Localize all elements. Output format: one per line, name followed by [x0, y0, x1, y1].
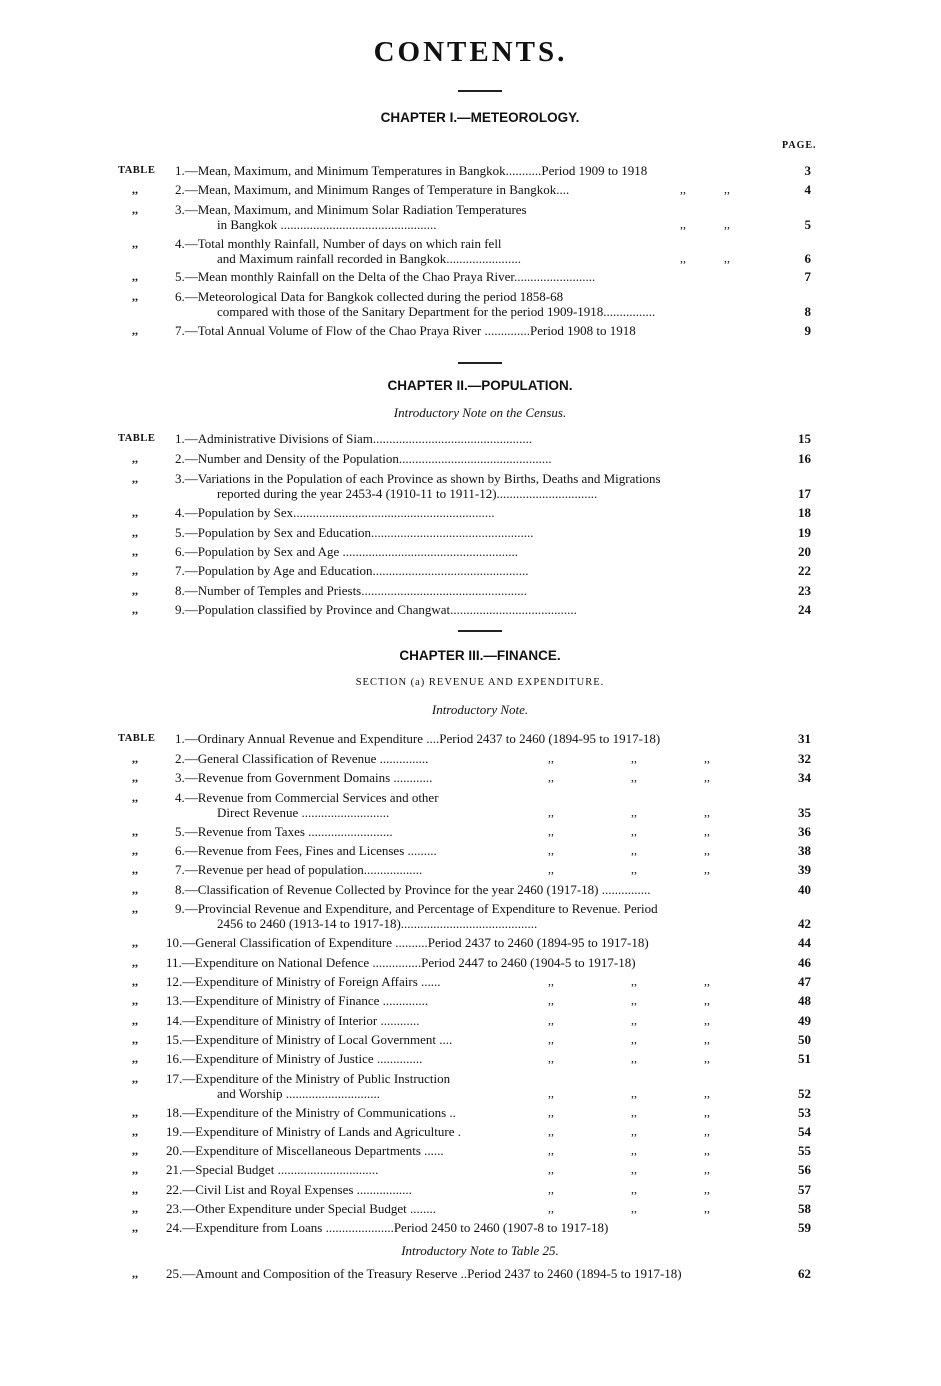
entry-title: 7.—Total Annual Volume of Flow of the Chao Praya River ..............Period 1908 to 1918	[175, 323, 636, 338]
page-number: 44	[798, 935, 811, 950]
table-25-note: Introductory Note to Table 25.	[401, 1243, 559, 1258]
entry-title: 11.—Expenditure on National Defence ...............Period 2447 to 2460 (1904-5 to 1917-18)	[166, 955, 636, 970]
page-number: 59	[798, 1220, 811, 1235]
ditto-mark: ,,	[132, 563, 138, 577]
ditto-column-mark: ,,	[704, 1143, 710, 1157]
entry-title: 16.—Expenditure of Ministry of Justice ..............	[166, 1051, 423, 1066]
entry-title-continued: and Worship .............................	[217, 1086, 381, 1101]
entry-title: 1.—Administrative Divisions of Siam.................................................	[175, 431, 533, 446]
page-number: 24	[798, 602, 811, 617]
entry-title: 14.—Expenditure of Ministry of Interior ............	[166, 1013, 420, 1028]
ditto-mark: ,,	[132, 974, 138, 988]
entry-title: 3.—Revenue from Government Domains ............	[175, 770, 433, 785]
table-label: TABLE	[118, 165, 156, 176]
page-number: 38	[798, 843, 811, 858]
page-number: 47	[798, 974, 811, 989]
entry-title-continued: and Maximum rainfall recorded in Bangkok.......................	[217, 251, 521, 266]
entry-title-continued: reported during the year 2453-4 (1910-11 to 1911-12)...............................	[217, 486, 598, 501]
entry-title: 7.—Revenue per head of population..................	[175, 862, 423, 877]
ditto-column-mark: ,,	[548, 974, 554, 988]
ditto-column-mark: ,,	[631, 974, 637, 988]
page-number: 55	[798, 1143, 811, 1158]
page-number: 40	[798, 882, 811, 897]
page-number: 20	[798, 544, 811, 559]
page-number: 31	[798, 731, 811, 746]
chapter-rule	[458, 362, 502, 364]
page-number: 56	[798, 1162, 811, 1177]
ditto-column-mark: ,,	[704, 805, 710, 819]
entry-title: 20.—Expenditure of Miscellaneous Departments ......	[166, 1143, 444, 1158]
entry-title: 4.—Population by Sex..............................................................	[175, 505, 495, 520]
ditto-mark: ,,	[132, 1124, 138, 1138]
page-number: 50	[798, 1032, 811, 1047]
ditto-column-mark: ,,	[548, 1143, 554, 1157]
ditto-column-mark: ,,	[704, 843, 710, 857]
ditto-mark: ,,	[132, 182, 138, 196]
entry-title: 12.—Expenditure of Ministry of Foreign Affairs ......	[166, 974, 441, 989]
page-number: 34	[798, 770, 811, 785]
ditto-column-mark: ,,	[631, 1086, 637, 1100]
ditto-column-mark: ,,	[704, 1032, 710, 1046]
ditto-column-mark: ,,	[680, 251, 686, 265]
page-number: 17	[798, 486, 811, 501]
page-number: 36	[798, 824, 811, 839]
page-number: 62	[798, 1266, 811, 1281]
ditto-column-mark: ,,	[724, 217, 730, 231]
ditto-mark: ,,	[132, 901, 138, 915]
ditto-mark: ,,	[132, 790, 138, 804]
page-number: 3	[804, 163, 811, 178]
page-number: 15	[798, 431, 811, 446]
ditto-mark: ,,	[132, 935, 138, 949]
ditto-column-mark: ,,	[631, 843, 637, 857]
ditto-column-mark: ,,	[548, 993, 554, 1007]
ditto-mark: ,,	[132, 824, 138, 838]
chapter-2-note: Introductory Note on the Census.	[393, 405, 567, 420]
entry-title: 24.—Expenditure from Loans .....................Period 2450 to 2460 (1907-8 to 1917-18)	[166, 1220, 609, 1235]
ditto-column-mark: ,,	[631, 1143, 637, 1157]
entry-title: 7.—Population by Age and Education................................................	[175, 563, 529, 578]
table-label: TABLE	[118, 433, 156, 444]
ditto-column-mark: ,,	[704, 1013, 710, 1027]
ditto-column-mark: ,,	[724, 251, 730, 265]
ditto-mark: ,,	[132, 1220, 138, 1234]
ditto-mark: ,,	[132, 451, 138, 465]
ditto-column-mark: ,,	[631, 751, 637, 765]
ditto-mark: ,,	[132, 862, 138, 876]
entry-title: 21.—Special Budget ...............................	[166, 1162, 379, 1177]
ditto-column-mark: ,,	[548, 1105, 554, 1119]
page-number: 19	[798, 525, 811, 540]
entry-title: 10.—General Classification of Expenditure ..........Period 2437 to 2460 (1894-95 to 1917-18)	[166, 935, 649, 950]
ditto-column-mark: ,,	[704, 1086, 710, 1100]
ditto-mark: ,,	[132, 770, 138, 784]
ditto-column-mark: ,,	[548, 1086, 554, 1100]
ditto-column-mark: ,,	[704, 751, 710, 765]
ditto-column-mark: ,,	[704, 1051, 710, 1065]
entry-title: 22.—Civil List and Royal Expenses .................	[166, 1182, 412, 1197]
ditto-column-mark: ,,	[548, 805, 554, 819]
ditto-column-mark: ,,	[704, 1162, 710, 1176]
entry-title-continued: Direct Revenue ...........................	[217, 805, 390, 820]
page-number: 9	[804, 323, 811, 338]
ditto-mark: ,,	[132, 1143, 138, 1157]
page-number: 23	[798, 583, 811, 598]
ditto-column-mark: ,,	[631, 993, 637, 1007]
page-number: 16	[798, 451, 811, 466]
ditto-column-mark: ,,	[548, 770, 554, 784]
entry-title: 4.—Revenue from Commercial Services and other	[175, 790, 439, 805]
ditto-mark: ,,	[132, 1182, 138, 1196]
ditto-column-mark: ,,	[548, 862, 554, 876]
page-number: 32	[798, 751, 811, 766]
ditto-column-mark: ,,	[631, 1182, 637, 1196]
entry-title: 1.—Mean, Maximum, and Minimum Temperatures in Bangkok...........Period 1909 to 1918	[175, 163, 648, 178]
page-number: 49	[798, 1013, 811, 1028]
entry-title: 2.—Mean, Maximum, and Minimum Ranges of Temperature in Bangkok....	[175, 182, 570, 197]
entry-title: 3.—Variations in the Population of each Province as shown by Births, Deaths and Migrations	[175, 471, 661, 486]
ditto-column-mark: ,,	[631, 1162, 637, 1176]
ditto-mark: ,,	[132, 1032, 138, 1046]
chapter-1-heading: CHAPTER I.—METEOROLOGY.	[380, 110, 580, 125]
ditto-mark: ,,	[132, 882, 138, 896]
page-column-header: PAGE.	[782, 140, 817, 151]
entry-title: 25.—Amount and Composition of the Treasury Reserve ..Period 2437 to 2460 (1894-5 to 1917-18)	[166, 1266, 682, 1281]
page-number: 35	[798, 805, 811, 820]
ditto-column-mark: ,,	[680, 217, 686, 231]
ditto-mark: ,,	[132, 525, 138, 539]
page-number: 8	[804, 304, 811, 319]
entry-title: 1.—Ordinary Annual Revenue and Expenditure ....Period 2437 to 2460 (1894-95 to 1917-18)	[175, 731, 661, 746]
ditto-column-mark: ,,	[724, 182, 730, 196]
page-number: 22	[798, 563, 811, 578]
entry-title-continued: compared with those of the Sanitary Department for the period 1909-1918................	[217, 304, 656, 319]
chapter-3-note: Introductory Note.	[431, 702, 529, 717]
ditto-mark: ,,	[132, 751, 138, 765]
ditto-column-mark: ,,	[631, 770, 637, 784]
page-number: 54	[798, 1124, 811, 1139]
ditto-column-mark: ,,	[704, 1105, 710, 1119]
entry-title-continued: in Bangkok ................................................	[217, 217, 437, 232]
ditto-column-mark: ,,	[704, 1182, 710, 1196]
entry-title: 6.—Population by Sex and Age ......................................................	[175, 544, 519, 559]
ditto-column-mark: ,,	[704, 974, 710, 988]
ditto-mark: ,,	[132, 323, 138, 337]
entry-title: 5.—Population by Sex and Education..................................................	[175, 525, 534, 540]
ditto-mark: ,,	[132, 236, 138, 250]
page-number: 53	[798, 1105, 811, 1120]
ditto-mark: ,,	[132, 289, 138, 303]
ditto-column-mark: ,,	[631, 1013, 637, 1027]
ditto-column-mark: ,,	[548, 1124, 554, 1138]
ditto-column-mark: ,,	[704, 824, 710, 838]
ditto-column-mark: ,,	[704, 1201, 710, 1215]
ditto-column-mark: ,,	[631, 1051, 637, 1065]
page-number: 48	[798, 993, 811, 1008]
entry-title: 13.—Expenditure of Ministry of Finance ..............	[166, 993, 429, 1008]
ditto-mark: ,,	[132, 1266, 138, 1280]
ditto-column-mark: ,,	[548, 1182, 554, 1196]
entry-title: 9.—Provincial Revenue and Expenditure, and Percentage of Expenditure to Revenue. Period	[175, 901, 658, 916]
chapter-rule	[458, 630, 502, 632]
entry-title: 19.—Expenditure of Ministry of Lands and Agriculture .	[166, 1124, 461, 1139]
ditto-column-mark: ,,	[631, 1124, 637, 1138]
page-number: 58	[798, 1201, 811, 1216]
ditto-column-mark: ,,	[631, 824, 637, 838]
page-number: 52	[798, 1086, 811, 1101]
ditto-mark: ,,	[132, 843, 138, 857]
ditto-column-mark: ,,	[548, 1032, 554, 1046]
entry-title: 23.—Other Expenditure under Special Budget ........	[166, 1201, 437, 1216]
ditto-mark: ,,	[132, 1201, 138, 1215]
entry-title: 17.—Expenditure of the Ministry of Public Instruction	[166, 1071, 451, 1086]
entry-title: 4.—Total monthly Rainfall, Number of days on which rain fell	[175, 236, 502, 251]
ditto-mark: ,,	[132, 993, 138, 1007]
page-number: 42	[798, 916, 811, 931]
ditto-mark: ,,	[132, 955, 138, 969]
entry-title: 3.—Mean, Maximum, and Minimum Solar Radiation Temperatures	[175, 202, 527, 217]
ditto-mark: ,,	[132, 583, 138, 597]
entry-title: 15.—Expenditure of Ministry of Local Government ....	[166, 1032, 453, 1047]
page-number: 46	[798, 955, 811, 970]
ditto-mark: ,,	[132, 1162, 138, 1176]
page-number: 51	[798, 1051, 811, 1066]
ditto-column-mark: ,,	[548, 1162, 554, 1176]
ditto-column-mark: ,,	[631, 1105, 637, 1119]
entry-title-continued: 2456 to 2460 (1913-14 to 1917-18)..........................................	[217, 916, 538, 931]
entry-title: 6.—Revenue from Fees, Fines and Licenses .........	[175, 843, 437, 858]
title-rule	[458, 90, 502, 92]
page-number: 6	[804, 251, 811, 266]
ditto-column-mark: ,,	[631, 1201, 637, 1215]
ditto-column-mark: ,,	[680, 182, 686, 196]
entry-title: 2.—Number and Density of the Population...............................................	[175, 451, 552, 466]
entry-title: 5.—Mean monthly Rainfall on the Delta of the Chao Praya River.........................	[175, 269, 596, 284]
ditto-mark: ,,	[132, 202, 138, 216]
ditto-column-mark: ,,	[704, 770, 710, 784]
page-number: 5	[804, 217, 811, 232]
ditto-column-mark: ,,	[704, 1124, 710, 1138]
table-label: TABLE	[118, 733, 156, 744]
ditto-mark: ,,	[132, 1071, 138, 1085]
entry-title: 5.—Revenue from Taxes ..........................	[175, 824, 393, 839]
ditto-column-mark: ,,	[631, 1032, 637, 1046]
ditto-mark: ,,	[132, 505, 138, 519]
page-number: 57	[798, 1182, 811, 1197]
page-title: CONTENTS.	[373, 36, 568, 68]
ditto-column-mark: ,,	[548, 1201, 554, 1215]
ditto-column-mark: ,,	[704, 993, 710, 1007]
ditto-mark: ,,	[132, 471, 138, 485]
ditto-column-mark: ,,	[631, 862, 637, 876]
ditto-column-mark: ,,	[548, 751, 554, 765]
ditto-column-mark: ,,	[548, 824, 554, 838]
entry-title: 6.—Meteorological Data for Bangkok collected during the period 1858-68	[175, 289, 564, 304]
page-number: 18	[798, 505, 811, 520]
chapter-2-heading: CHAPTER II.—POPULATION.	[387, 378, 573, 393]
ditto-column-mark: ,,	[548, 1013, 554, 1027]
page-number: 4	[804, 182, 811, 197]
page-number: 39	[798, 862, 811, 877]
ditto-mark: ,,	[132, 269, 138, 283]
ditto-mark: ,,	[132, 1051, 138, 1065]
ditto-column-mark: ,,	[548, 843, 554, 857]
ditto-column-mark: ,,	[704, 862, 710, 876]
entry-title: 8.—Classification of Revenue Collected by Province for the year 2460 (1917-18) ...............	[175, 882, 651, 897]
ditto-column-mark: ,,	[548, 1051, 554, 1065]
entry-title: 9.—Population classified by Province and Changwat.......................................	[175, 602, 577, 617]
entry-title: 8.—Number of Temples and Priests...................................................	[175, 583, 527, 598]
entry-title: 2.—General Classification of Revenue ...............	[175, 751, 429, 766]
ditto-column-mark: ,,	[631, 805, 637, 819]
ditto-mark: ,,	[132, 1105, 138, 1119]
ditto-mark: ,,	[132, 544, 138, 558]
chapter-3-heading: CHAPTER III.—FINANCE.	[399, 648, 561, 663]
ditto-mark: ,,	[132, 602, 138, 616]
ditto-mark: ,,	[132, 1013, 138, 1027]
page-number: 7	[804, 269, 811, 284]
entry-title: 18.—Expenditure of the Ministry of Communications ..	[166, 1105, 456, 1120]
chapter-3-section: SECTION (a) REVENUE AND EXPENDITURE.	[355, 677, 605, 688]
